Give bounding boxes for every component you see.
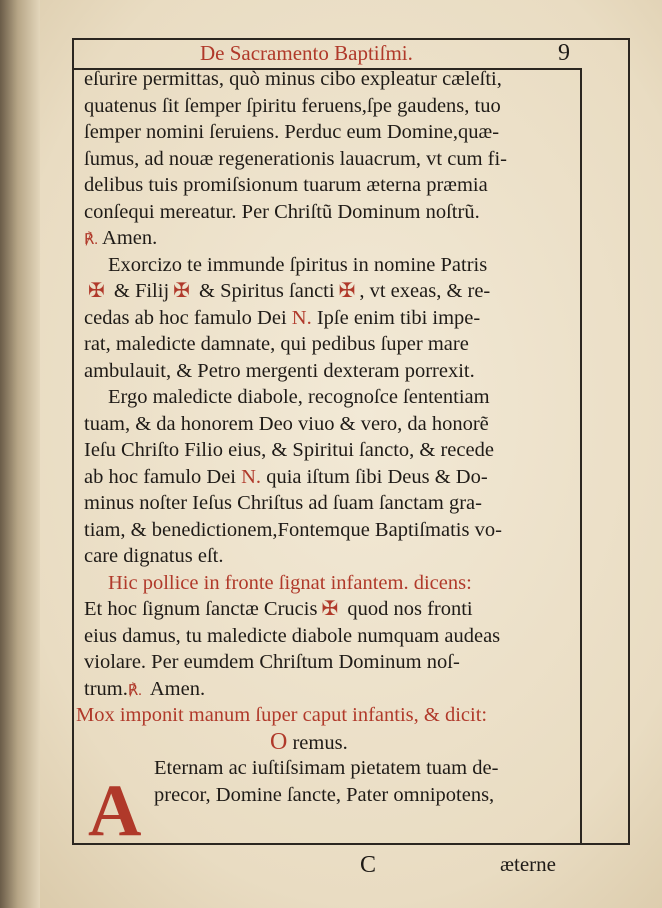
signature-mark: C	[360, 852, 377, 878]
response-mark: ℟.	[127, 682, 142, 699]
frame-rule-right	[628, 38, 630, 843]
name-placeholder: N.	[241, 465, 262, 488]
text-fragment: quia iſtum ſibi Deus & Do-	[266, 465, 488, 488]
text-line: eſurire permittas, quò minus cibo expleatur cæleſti,	[84, 68, 502, 90]
response-line	[84, 676, 574, 703]
text-line: tuam, & da honorem Deo viuo & vero, da honorẽ	[84, 412, 489, 435]
text-line: minus noſter Ieſus Chriſtus ad ſuam ſanctam gra-	[84, 492, 482, 514]
text-fragment: & Filij	[113, 280, 170, 302]
response-text: Amen.	[149, 677, 206, 700]
text-line: delibus tuis promiſsionum tuarum æterna præmia	[84, 174, 488, 196]
text-line: Exorcizo te immunde ſpiritus in nomine Patris	[108, 253, 488, 276]
text-line: Eternam ac iuſtiſsimam pietatem tuam de-	[154, 757, 499, 779]
oremus-text: remus.	[292, 731, 348, 754]
oremus-line	[84, 729, 574, 756]
text-line: ambulauit, & Petro mergenti dexteram porrexit.	[84, 359, 475, 382]
text-line	[84, 278, 574, 305]
frame-rule-bottom	[72, 843, 630, 845]
text-line	[84, 464, 574, 491]
text-fragment: Ipſe enim tibi impe-	[316, 306, 481, 329]
cross-icon: ✠	[88, 280, 105, 302]
rubric: Hic pollice in fronte ſignat infantem. dicens:	[108, 571, 472, 594]
text-line: conſequi mereatur. Per Chriſtũ Dominum noſtrũ.	[84, 200, 480, 223]
text-fragment: cedas ab hoc famulo Dei	[84, 306, 287, 329]
binding-gutter	[0, 0, 40, 908]
page-number: 9	[558, 40, 570, 66]
cross-icon: ✠	[338, 280, 356, 302]
catchword: æterne	[500, 852, 556, 876]
column-rule	[580, 68, 582, 843]
cross-icon: ✠	[173, 280, 190, 302]
text-line	[84, 305, 574, 332]
rubric-line	[76, 702, 574, 729]
text-line: precor, Domine ſancte, Pater omnipotens,	[154, 783, 495, 806]
text-fragment: ab hoc famulo Dei	[84, 465, 236, 488]
text-line: eius damus, tu maledicte diabole numquam audeas	[84, 624, 501, 647]
cross-icon: ✠	[321, 598, 339, 620]
text-line: rat, maledicte damnate, qui pedibus ſuper mare	[84, 333, 469, 355]
text-line: violare. Per eumdem Chriſtum Dominum noſ-	[84, 651, 460, 673]
text-line: ſemper nomini ſeruiens. Perduc eum Domine,quæ-	[84, 121, 500, 143]
name-placeholder: N.	[291, 306, 312, 329]
text-line: ſumus, ad nouæ regenerationis lauacrum, vt cum fi-	[84, 147, 507, 170]
oremus-initial: O	[270, 728, 288, 755]
rubric-line	[84, 570, 574, 597]
main-text	[76, 66, 574, 808]
rubric: Mox imponit manum ſuper caput infantis, & dicit:	[76, 704, 488, 726]
running-head: De Sacramento Baptiſmi.	[200, 41, 413, 65]
text-line: quatenus ſit ſemper ſpiritu feruens,ſpe gaudens, tuo	[84, 94, 501, 117]
response-mark: ℟.	[84, 232, 99, 248]
text-line: Ieſu Chriſto Filio eius, & Spiritui ſancto, & recede	[84, 439, 494, 461]
drop-capital: A	[88, 770, 142, 852]
text-line: tiam, & benedictionem,Fontemque Baptiſmatis vo-	[84, 518, 502, 541]
text-fragment: & Spiritus ſancti	[199, 280, 335, 302]
text-fragment: trum.	[84, 677, 128, 700]
text-line: Ergo maledicte diabole, recognoſce ſententiam	[108, 386, 490, 408]
response-text: Amen.	[102, 227, 158, 249]
frame-rule-top	[72, 38, 630, 40]
text-line	[84, 596, 574, 623]
text-fragment: quod nos fronti	[347, 598, 473, 620]
frame-rule-left	[72, 38, 74, 843]
text-line: care dignatus eſt.	[84, 545, 224, 567]
text-fragment: , vt exeas, & re-	[359, 280, 491, 302]
text-fragment: Et hoc ſignum ſanctæ Crucis	[84, 598, 318, 620]
response-line	[84, 225, 574, 252]
